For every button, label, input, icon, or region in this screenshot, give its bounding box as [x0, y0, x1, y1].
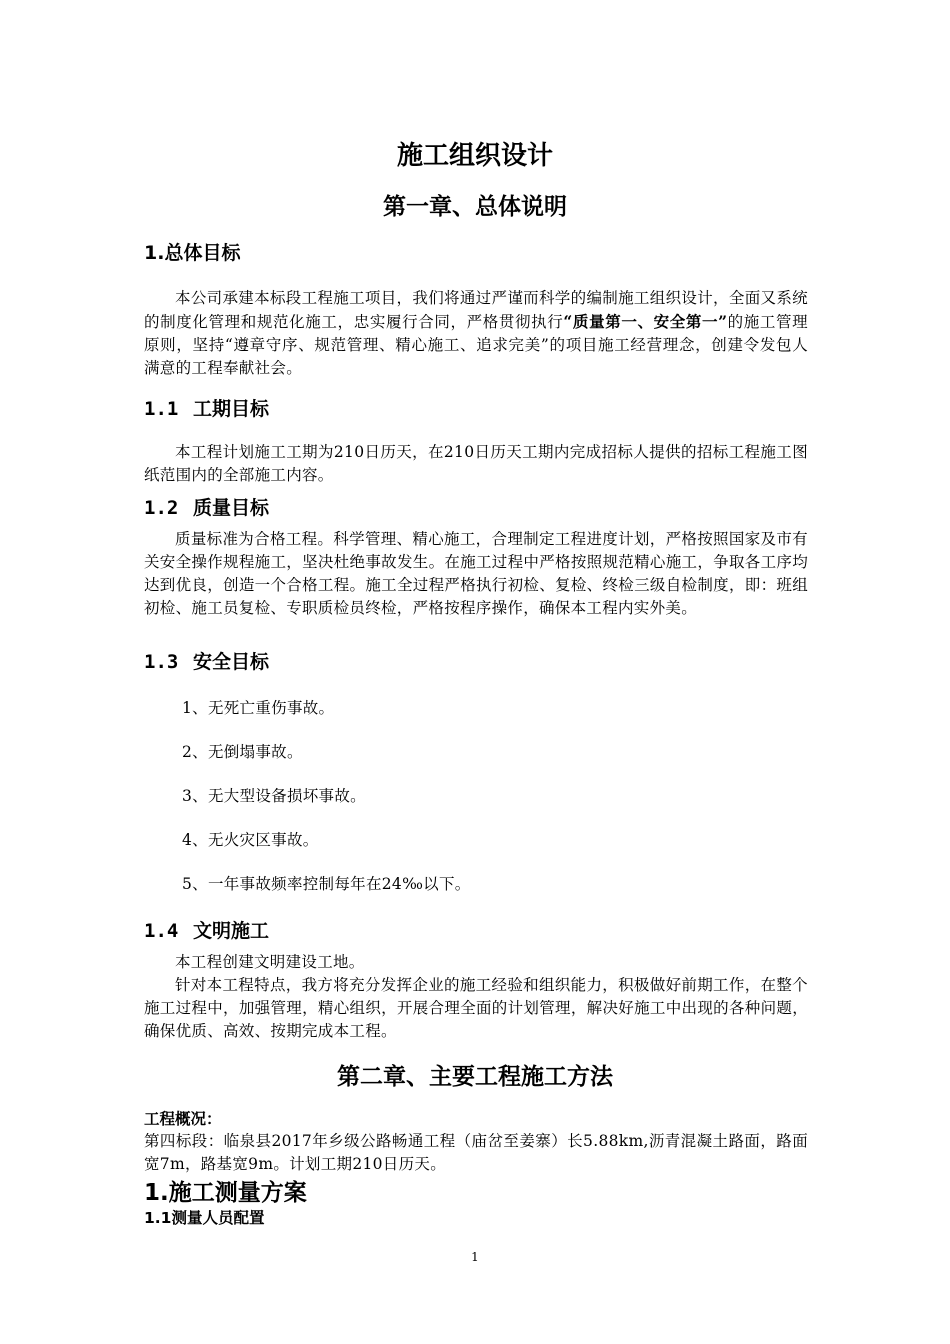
- safety-goal-item: 2、无倒塌事故。: [182, 743, 303, 761]
- section-label: 质量目标: [192, 497, 269, 519]
- overview-label: 工程概况：: [144, 1110, 222, 1128]
- section-number: 1.3: [144, 651, 179, 673]
- section-1-paragraph-part2: 的施工管理原则，坚持“遵章守序、规范管理、精心施工、追求完美”的项目施工经营理念，创建令发包人满意的工程奉献社会。: [144, 313, 808, 377]
- section-1-3-heading: [144, 649, 269, 675]
- section-number: 1.2: [144, 497, 179, 519]
- section-number: 1.4: [144, 920, 179, 942]
- section-label: 文明施工: [192, 920, 269, 942]
- safety-goal-item: 1、无死亡重伤事故。: [182, 699, 335, 717]
- section-1-2-paragraph: 质量标准为合格工程。科学管理、精心施工，合理制定工程进度计划，严格按照国家及市有关安全操作规程施工，坚决杜绝事故发生。在施工过程中严格按照规范精心施工，争取各工序均达到优良，创造一个合格工程。施工全过程严格执行初检、复检、终检三级自检制度，即：班组初检、施工员复检、专职质检员终检，严格按程序操作，确保本工程内实外美。: [144, 530, 808, 617]
- section-label: 工期目标: [192, 398, 269, 420]
- section-1-1-paragraph: 本工程计划施工工期为210日历天，在210日历天工期内完成招标人提供的招标工程施工图纸范围内的全部施工内容。: [144, 443, 808, 484]
- section-1-paragraph-part1: 本公司承建本标段工程施工项目，我们将通过严谨而科学的编制施工组织设计，全面又系统的制度化管理和规范化施工，忠实履行合同，严格贯彻执行: [144, 289, 808, 331]
- safety-goal-item: 3、无大型设备损坏事故。: [182, 787, 366, 805]
- section-1-4-heading: [144, 918, 269, 944]
- document-title: 施工组织设计: [396, 141, 553, 171]
- overview-paragraph: 第四标段：临泉县2017年乡级公路畅通工程（庙岔至姜寨）长5.88km,沥青混凝土路面，路面宽7m，路基宽9m。计划工期210日历天。: [144, 1132, 808, 1173]
- safety-goal-item: 4、无火灾区事故。: [182, 831, 319, 849]
- section-1-heading: 1.总体目标: [144, 242, 241, 264]
- section-1-1-heading: [144, 396, 269, 422]
- safety-goal-item: 5、一年事故频率控制每年在24‰以下。: [182, 875, 471, 893]
- survey-staff-heading: 1.1测量人员配置: [144, 1209, 265, 1227]
- page-number: 1: [471, 1250, 479, 1264]
- section-1-paragraph-emphasis: “质量第一、安全第一”: [563, 312, 728, 331]
- chapter-1-heading: 第一章、总体说明: [383, 194, 567, 220]
- chapter-2-heading: 第二章、主要工程施工方法: [337, 1064, 613, 1090]
- section-1-4-paragraph-1: 本工程创建文明建设工地。: [175, 953, 365, 971]
- construction-survey-heading: 1.施工测量方案: [144, 1180, 307, 1206]
- section-1-2-heading: [144, 495, 269, 521]
- section-label: 安全目标: [192, 651, 269, 673]
- section-number: 1.1: [144, 398, 179, 420]
- section-1-paragraph: [144, 287, 808, 380]
- section-1-4-paragraph-2: 针对本工程特点，我方将充分发挥企业的施工经验和组织能力，积极做好前期工作，在整个施工过程中，加强管理，精心组织，开展合理全面的计划管理，解决好施工中出现的各种问题，确保优质、高效、按期完成本工程。: [144, 976, 808, 1040]
